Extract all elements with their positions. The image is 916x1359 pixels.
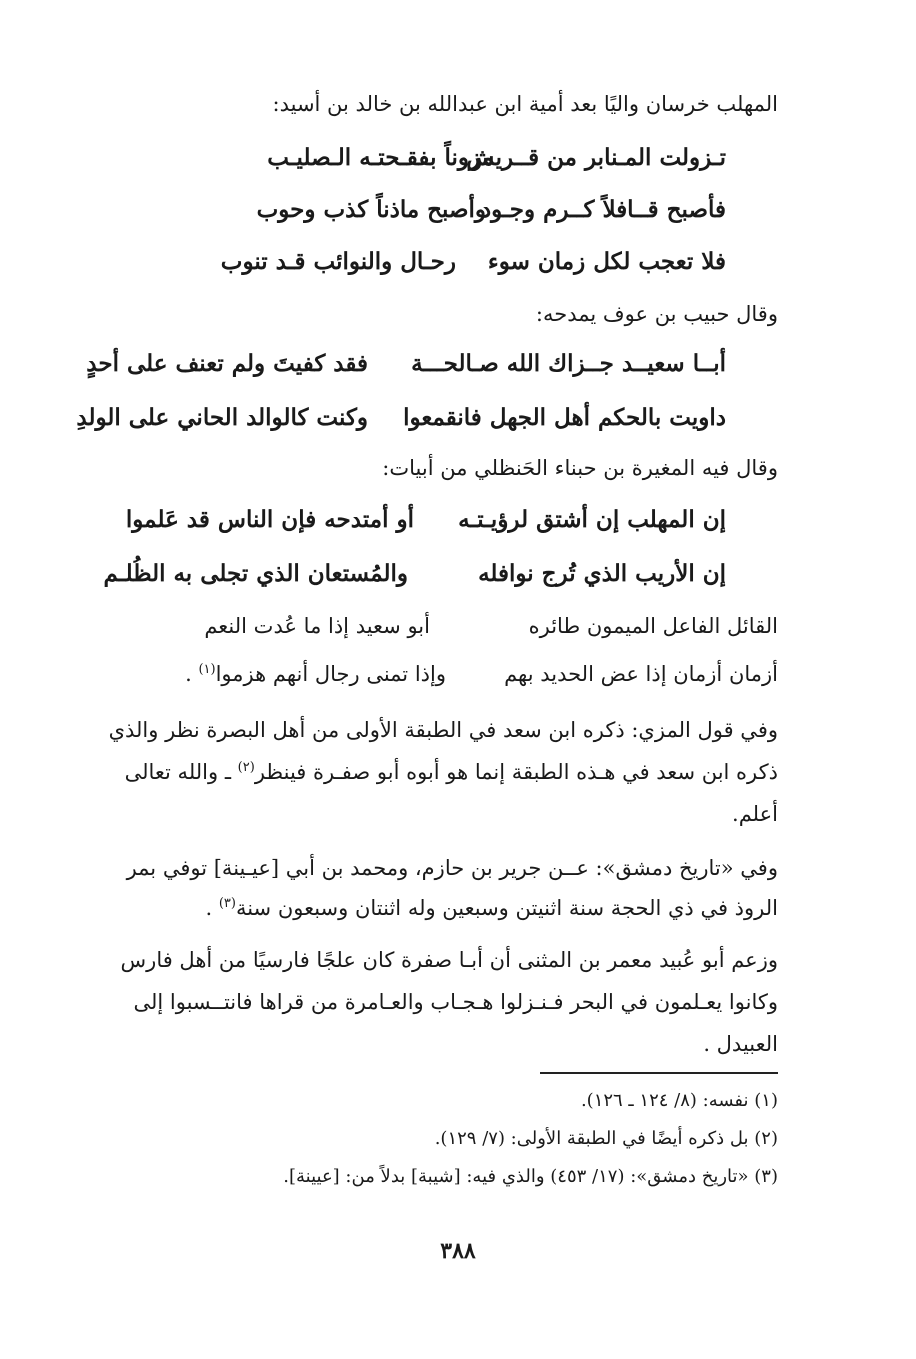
verse-hemistich-second: رحـال والنوائب قـد تنوب xyxy=(220,248,456,275)
verse-hemistich-first: القائل الفاعل الميمون طائره xyxy=(528,614,778,638)
verse-hemistich-second: وكنت كالوالد الحاني على الولدِ xyxy=(76,404,368,431)
verse-hemistich-first: فلا تعجب لكل زمان سوء xyxy=(487,248,726,275)
line-tail: ـ والله تعالى xyxy=(124,760,231,784)
verse-hemistich-second: والمُستعان الذي تجلى به الظُلـم xyxy=(103,560,408,587)
paragraph-line: وكانوا يعـلمون في البحر فـنـزلوا هـجـاب والعـامرة من قراها فانتــسبوا إلى xyxy=(133,990,778,1014)
paragraph-line: أعلم. xyxy=(732,802,778,826)
paragraph-line: وفي «تاريخ دمشق»: عــن جرير بن حازم، ومحمد بن أبي [عيـينة] توفي بمر xyxy=(126,856,778,880)
verse-hemistich-first: أبــا سعيــد جــزاك الله صـالحـــة xyxy=(411,350,726,377)
footnote: (٣) «تاريخ دمشق»: (١٧/ ٤٥٣) والذي فيه: [شيبة] بدلاً من: [عيينة]. xyxy=(283,1166,778,1187)
line-text: ذكره ابن سعد في هـذه الطبقة إنما هو أبوه أبو صفـرة فينظر xyxy=(254,760,778,784)
page-number: ٣٨٨ xyxy=(440,1238,476,1264)
verse-hemistich-second: أبو سعيد إذا ما عُدت النعم xyxy=(204,614,430,638)
verse-hemistich-first: إن المهلب إن أشتق لرؤيـتـه xyxy=(458,506,726,533)
verse-hemistich-second: مزوناً بفقـحتـه الـصليـب xyxy=(267,144,494,171)
footnote-ref: (٣) xyxy=(218,896,236,911)
intro-line: المهلب خرسان واليًا بعد أمية ابن عبدالله بن خالد بن أسيد: xyxy=(272,92,778,116)
intro-line: وقال فيه المغيرة بن حبناء الحَنظلي من أبيات: xyxy=(382,456,778,480)
end-mark: . xyxy=(205,896,213,920)
verse-text: وإذا تمنى رجال أنهم هزموا xyxy=(215,662,446,686)
footnote: (٢) بل ذكره أيضًا في الطبقة الأولى: (٧/ ١٢٩). xyxy=(434,1128,778,1149)
paragraph-line: وزعم أبو عُبيد معمر بن المثنى أن أبـا صفرة كان علجًا فارسيًا من أهل فارس xyxy=(120,948,778,972)
paragraph-line xyxy=(125,760,778,784)
footnote-ref: (٢) xyxy=(237,760,255,775)
line-text: الروذ في ذي الحجة سنة اثنيتن وسبعين وله اثنتان وسبعون سنة xyxy=(235,896,778,920)
verse-hemistich-first: داويت بالحكم أهل الجهل فانقمعوا xyxy=(403,404,726,431)
verse-hemistich-first: تـزولت المـنابر من قــريش xyxy=(466,144,726,171)
verse-hemistich-first: فأصبح قــافلاً كــرم وجـود xyxy=(480,196,726,223)
paragraph-line xyxy=(205,896,778,920)
footnote-divider xyxy=(540,1072,778,1074)
verse-hemistich-second: أو أمتدحه فإن الناس قد عَلموا xyxy=(125,506,414,533)
footnote-ref: (١) xyxy=(198,662,216,677)
verse-hemistich-first: إن الأريب الذي تُرج نوافله xyxy=(478,560,726,587)
verse-hemistich-second xyxy=(185,662,446,686)
footnote: (١) نفسه: (٨/ ١٢٤ ـ ١٢٦). xyxy=(580,1090,778,1111)
verse-hemistich-first: أزمان أزمان إذا عض الحديد بهم xyxy=(504,662,778,686)
paragraph-line: وفي قول المزي: ذكره ابن سعد في الطبقة الأولى من أهل البصرة نظر والذي xyxy=(108,718,778,742)
intro-line: وقال حبيب بن عوف يمدحه: xyxy=(535,302,778,326)
end-mark: . xyxy=(185,662,192,686)
paragraph-line: العبيدل . xyxy=(703,1032,778,1056)
verse-hemistich-second: فقد كفيتَ ولم تعنف على أحدٍ xyxy=(86,350,368,377)
verse-hemistich-second: وأصبح ماذناً كذب وحوب xyxy=(256,196,486,223)
